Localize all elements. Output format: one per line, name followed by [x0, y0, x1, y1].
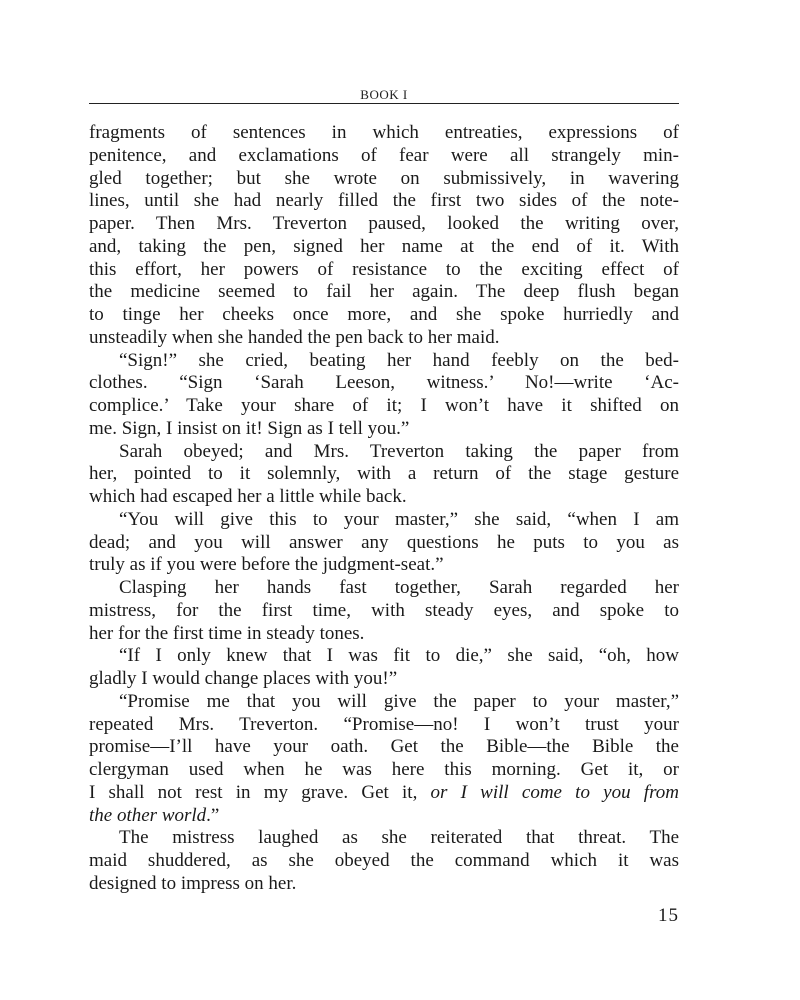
text-line	[89, 759, 679, 782]
line-text: gladly I would change places with you!”	[89, 668, 398, 689]
header-rule	[89, 103, 679, 104]
text-line	[89, 441, 679, 464]
line-text: maid shuddered, as she obeyed the command which it was	[89, 850, 679, 871]
line-text: designed to impress on her.	[89, 872, 297, 894]
line-text: “You will give this to your master,” she said, “when I am	[119, 508, 679, 530]
line-text: “Sign!” she cried, beating her hand feebly on the bed-	[119, 349, 679, 371]
text-line	[89, 395, 679, 418]
text-line	[89, 736, 679, 759]
text-line	[89, 827, 679, 850]
running-head: BOOK I	[360, 87, 408, 102]
line-text: which had escaped her a little while back.	[89, 486, 407, 507]
line-text: .”	[206, 804, 220, 826]
text-line	[89, 372, 679, 395]
text-line	[89, 714, 679, 737]
text-line	[89, 213, 679, 236]
line-text: Clasping her hands fast together, Sarah regarded her	[119, 577, 679, 598]
text-line	[89, 850, 679, 873]
text-line	[89, 645, 679, 668]
line-text: The mistress laughed as she reiterated that threat. The	[119, 827, 679, 849]
text-line	[89, 190, 679, 213]
line-text: Sarah obeyed; and Mrs. Treverton taking the paper from	[119, 440, 679, 462]
text-line	[89, 463, 679, 486]
line-text: clergyman used when he was here this morning. Get it, or	[89, 759, 679, 780]
text-line	[89, 259, 679, 282]
line-text: her, pointed to it solemnly, with a return of the stage gesture	[89, 463, 679, 485]
text-line	[89, 168, 679, 191]
text-line	[89, 236, 679, 259]
line-text: dead; and you will answer any questions he puts to you as	[89, 531, 679, 553]
italic-text: the other world	[89, 804, 207, 826]
text-line	[89, 873, 679, 896]
line-text: and, taking the pen, signed her name at the end of it. With	[89, 235, 679, 257]
line-text: repeated Mrs. Treverton. “Promise—no! I won’t trust your	[89, 713, 679, 735]
line-text: to tinge her cheeks once more, and she spoke hurriedly and	[89, 304, 679, 325]
line-text: paper. Then Mrs. Treverton paused, looked the writing over,	[89, 213, 679, 234]
line-text: complice.’ Take your share of it; I won’t have it shifted on	[89, 395, 679, 416]
text-line	[89, 782, 679, 805]
text-line	[89, 350, 679, 373]
line-text: me. Sign, I insist on it! Sign as I tell you.”	[89, 417, 410, 439]
line-text: truly as if you were before the judgment-seat.”	[89, 554, 444, 576]
text-line	[89, 145, 679, 168]
text-line	[89, 532, 679, 555]
text-line	[89, 327, 679, 350]
text-line	[89, 691, 679, 714]
line-text: clothes. “Sign ‘Sarah Leeson, witness.’ No!—write ‘Ac-	[89, 372, 679, 394]
text-line	[89, 805, 679, 828]
text-line	[89, 281, 679, 304]
line-text: “Promise me that you will give the paper to your master,”	[119, 690, 679, 712]
italic-text: or I will come to you from	[430, 781, 679, 803]
text-line	[89, 623, 679, 646]
line-text: I shall not rest in my grave. Get it,	[89, 781, 431, 803]
line-text: fragments of sentences in which entreaties, expressions of	[89, 122, 679, 143]
page-number: 15	[658, 905, 679, 926]
text-line	[89, 418, 679, 441]
line-text: the medicine seemed to fail her again. The deep flush began	[89, 281, 679, 303]
line-text: gled together; but she wrote on submissively, in wavering	[89, 167, 679, 189]
text-line	[89, 554, 679, 577]
text-line	[89, 486, 679, 509]
line-text: “If I only knew that I was fit to die,” she said, “oh, how	[119, 645, 679, 667]
line-text: lines, until she had nearly filled the first two sides of the note-	[89, 190, 679, 212]
line-text: mistress, for the first time, with steady eyes, and spoke to	[89, 599, 679, 621]
text-line	[89, 577, 679, 600]
line-text: her for the first time in steady tones.	[89, 622, 365, 644]
line-text: this effort, her powers of resistance to the exciting effect of	[89, 258, 679, 280]
text-line	[89, 122, 679, 145]
text-line	[89, 304, 679, 327]
line-text: unsteadily when she handed the pen back to her maid.	[89, 326, 500, 348]
line-text: penitence, and exclamations of fear were all strangely min-	[89, 144, 679, 166]
text-line	[89, 600, 679, 623]
text-line	[89, 668, 679, 691]
line-text: promise—I’ll have your oath. Get the Bible—the Bible the	[89, 736, 679, 758]
body-text	[89, 122, 679, 896]
text-line	[89, 509, 679, 532]
